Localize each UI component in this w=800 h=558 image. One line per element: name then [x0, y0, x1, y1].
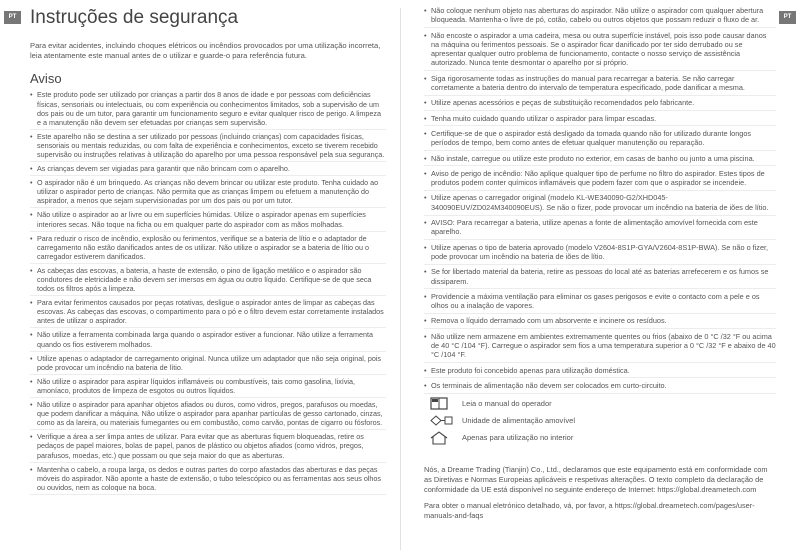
symbol-row-power-supply — [424, 414, 776, 428]
list-item: • Utilize apenas o adaptador de carregamento original. Nunca utilize um adaptador que não seja original, pois pode provocar um incêndio na bateria de lítio. — [30, 354, 386, 375]
warning-list-left — [30, 90, 386, 494]
list-item: • Não coloque nenhum objeto nas aberturas do aspirador. Não utilize o aspirador com qualquer abertura bloqueada. Mantenha-o livre de pó, cotão, cabelo ou outros objetos que possam reduzir o fluxo de ar. — [424, 6, 776, 28]
list-item: • As cabeças das escovas, a bateria, a haste de extensão, o pino de ligação metálico e o aspirador são condutores de eletricidade e não devem ser imersos em água ou outro líquido. Certifique-se de que seca todos os filtros após a limpeza. — [30, 266, 386, 296]
list-item: • Este produto foi concebido apenas para utilização doméstica. — [424, 366, 776, 379]
electronic-manual-note: Para obter o manual eletrónico detalhado, vá, por favor, a https://global.dreametech.com/pages/user-manuals-and-faqs — [424, 500, 755, 520]
list-item: • Utilize apenas o tipo de bateria aprovado (modelo V2604-8S1P-GYA/V2604-8S1P-BWA). Se não o fizer, pode provocar um incêndio na bateria de iões de lítio. — [424, 243, 776, 265]
list-item: • Para reduzir o risco de incêndio, explosão ou ferimentos, verifique se a bateria de lítio e o adaptador de carregamento não estão danificados antes de os utilizar. Não utilize o aspirador se a bateria de lítio ou o carregador estiverem danificados. — [30, 234, 386, 264]
right-column — [424, 0, 776, 521]
list-item: • Não utilize a ferramenta combinada larga quando o aspirador estiver a funcionar. Não utilize a ferramenta quando os fios estiverem molhados. — [30, 330, 386, 351]
list-item: • Se for libertado material da bateria, retire as pessoas do local até as baterias arrefecerem e os fumos se dissiparem. — [424, 267, 776, 289]
symbol-row-manual — [424, 397, 776, 411]
symbol-label: Apenas para utilização no interior — [462, 433, 574, 443]
list-item: • Os terminais de alimentação não devem ser colocados em curto-circuito. — [424, 381, 776, 394]
list-item: • As crianças devem ser vigiadas para garantir que não brincam com o aparelho. — [30, 164, 386, 176]
list-item: • Aviso de perigo de incêndio: Não aplique qualquer tipo de perfume no filtro do aspirador. Estes tipos de produtos podem conter químicos inflamáveis que podem fazer com que o aspirador se incendeie. — [424, 169, 776, 191]
list-item: • Tenha muito cuidado quando utilizar o aspirador para limpar escadas. — [424, 114, 776, 127]
list-item: • Para evitar ferimentos causados por peças rotativas, desligue o aspirador antes de limpar as cabeças das escovas. As cabeças das escovas, o compartimento para o pó e o filtro devem estar corretamente instalados antes de utilizar o aspirador. — [30, 298, 386, 328]
list-item: • Não utilize o aspirador ao ar livre ou em superfícies húmidas. Utilize o aspirador apenas em superfícies interiores secas. Não toque na ficha ou em qualquer parte do aspirador com as mãos molhadas. — [30, 210, 386, 231]
list-item: • Certifique-se de que o aspirador está desligado da tomada quando não for utilizado durante longos períodos de tempo, bem como antes de efetuar qualquer manutenção ou reparação. — [424, 129, 776, 151]
list-item: • Mantenha o cabelo, a roupa larga, os dedos e outras partes do corpo afastados das aberturas e das peças móveis do aspirador. Não aponte a haste de extensão, o tubo telescópico ou as ferramentas aos seus olhos ou ouvidos, nem as coloque na boca. — [30, 465, 386, 495]
left-column — [30, 0, 386, 497]
list-item: • Remova o líquido derramado com um absorvente e incinere os resíduos. — [424, 316, 776, 329]
column-divider — [400, 8, 401, 550]
warning-list-right — [424, 6, 776, 394]
indoor-house-icon — [424, 431, 460, 445]
list-item: • Siga rigorosamente todas as instruções do manual para recarregar a bateria. Se não carregar corretamente a bateria dentro do intervalo de temperatura especificado, pode danificar a mesma. — [424, 74, 776, 96]
list-item: • Este produto pode ser utilizado por crianças a partir dos 8 anos de idade e por pessoas com deficiências físicas, sensoriais ou intelectuais, ou com experiência ou conhecimentos limitados, sob a supervisão de um dos pais ou de um tutor, para garantir um funcionamento seguro e evitar qualquer risco de perigo. A limpeza e a manutenção não devem ser efetuadas por crianças sem supervisão. — [30, 90, 386, 129]
list-item: • Não encoste o aspirador a uma cadeira, mesa ou outra superfície instável, pois isso pode causar danos na máquina ou ferimentos pessoais. Se o aspirador ficar danificado por ter sido derrubado ou se apresentar qualquer outro problema de funcionamento, contacte o nosso serviço de assistência autorizado. Nunca tente desmontar o aparelho por si próprio. — [424, 31, 776, 72]
list-item: • Não utilize o aspirador para apanhar objetos afiados ou duros, como vidros, pregos, parafusos ou moedas, que podem danificar a máquina. Não utilize o aspirador para apanhar partículas de gesso cartonado, cinzas, como as da lareira, ou materiais fumegantes ou em combustão, como carvão, pontas de cigarro ou fósforos. — [30, 400, 386, 430]
manual-book-icon — [424, 397, 460, 411]
detachable-power-supply-icon — [424, 414, 460, 428]
list-item: • Verifique a área a ser limpa antes de utilizar. Para evitar que as aberturas fiquem bloqueadas, retire os pedaços de papel maiores, bolas de papel, panos de plástico ou objetos afiados (como vidros, pregos, parafusos, moedas, etc.) que possam ou que seja maior do que as aberturas. — [30, 432, 386, 462]
list-item: • O aspirador não é um brinquedo. As crianças não devem brincar ou utilizar este produto. Tenha cuidado ao utilizar o aspirador perto de crianças. Não permita que as crianças limpem ou efetuem a manutenção do aspirador, a menos que sejam supervisionadas por um dos pais ou por um tutor. — [30, 178, 386, 208]
list-item: • AVISO: Para recarregar a bateria, utilize apenas a fonte de alimentação amovível fornecida com este aparelho. — [424, 218, 776, 240]
warning-heading: Aviso — [30, 71, 62, 87]
conformity-declaration: Nós, a Dreame Trading (Tianjin) Co., Ltd., declaramos que este equipamento está em conformidade com as Diretivas e Normas Europeias aplicáveis e respetivas alterações. O texto completo da declaração de conformidade da UE está disponível no seguinte endereço de Internet: https://global.dreametech.com — [424, 464, 768, 494]
intro-paragraph: Para evitar acidentes, incluindo choques elétricos ou incêndios provocados por uma utilização incorreta, leia atentamente este manual antes de o utilizar e guarde-o para referência futura. — [30, 41, 381, 61]
symbol-label: Unidade de alimentação amovível — [462, 416, 575, 426]
list-item: • Utilize apenas acessórios e peças de substituição recomendados pelo fabricante. — [424, 98, 776, 111]
symbol-label: Leia o manual do operador — [462, 399, 552, 409]
symbol-row-indoor — [424, 431, 776, 445]
list-item: • Não utilize nem armazene em ambientes extremamente quentes ou frios (abaixo de 0 °C /32 °F ou acima de 40 °C /104 °F). Carregue o aspirador sem fios a uma temperatura superior a 0 °C /32 °F e abaixo de 40 °C /104 °F. — [424, 332, 776, 363]
list-item: • Providencie a máxima ventilação para eliminar os gases perigosos e evite o contacto com a pele e os olhos ou a inalação de vapores. — [424, 292, 776, 314]
list-item: • Não utilize o aspirador para aspirar líquidos inflamáveis ou combustíveis, tais como gasolina, lixívia, amoníaco, produtos de limpeza de esgotos ou outros líquidos. — [30, 377, 386, 398]
language-tab-left: PT — [4, 11, 21, 24]
list-item: • Este aparelho não se destina a ser utilizado por pessoas (incluindo crianças) com capacidades físicas, sensoriais ou mentais reduzidas, ou com falta de experiência e conhecimentos, exceto se tiverem recebido supervisão ou instruções relativas à utilização do aparelho por uma pessoa responsável pela sua segurança. — [30, 132, 386, 162]
list-item: • Não instale, carregue ou utilize este produto no exterior, em casas de banho ou junto a uma piscina. — [424, 154, 776, 167]
language-tab-right: PT — [779, 11, 796, 24]
page-title: Instruções de segurança — [30, 7, 239, 28]
list-item: • Utilize apenas o carregador original (modelo KL-WE340090-G2/XHD045-340090EUV/ZD024M340090EUS). Se não o fizer, pode provocar um incêndio na bateria de iões de lítio. — [424, 193, 776, 215]
